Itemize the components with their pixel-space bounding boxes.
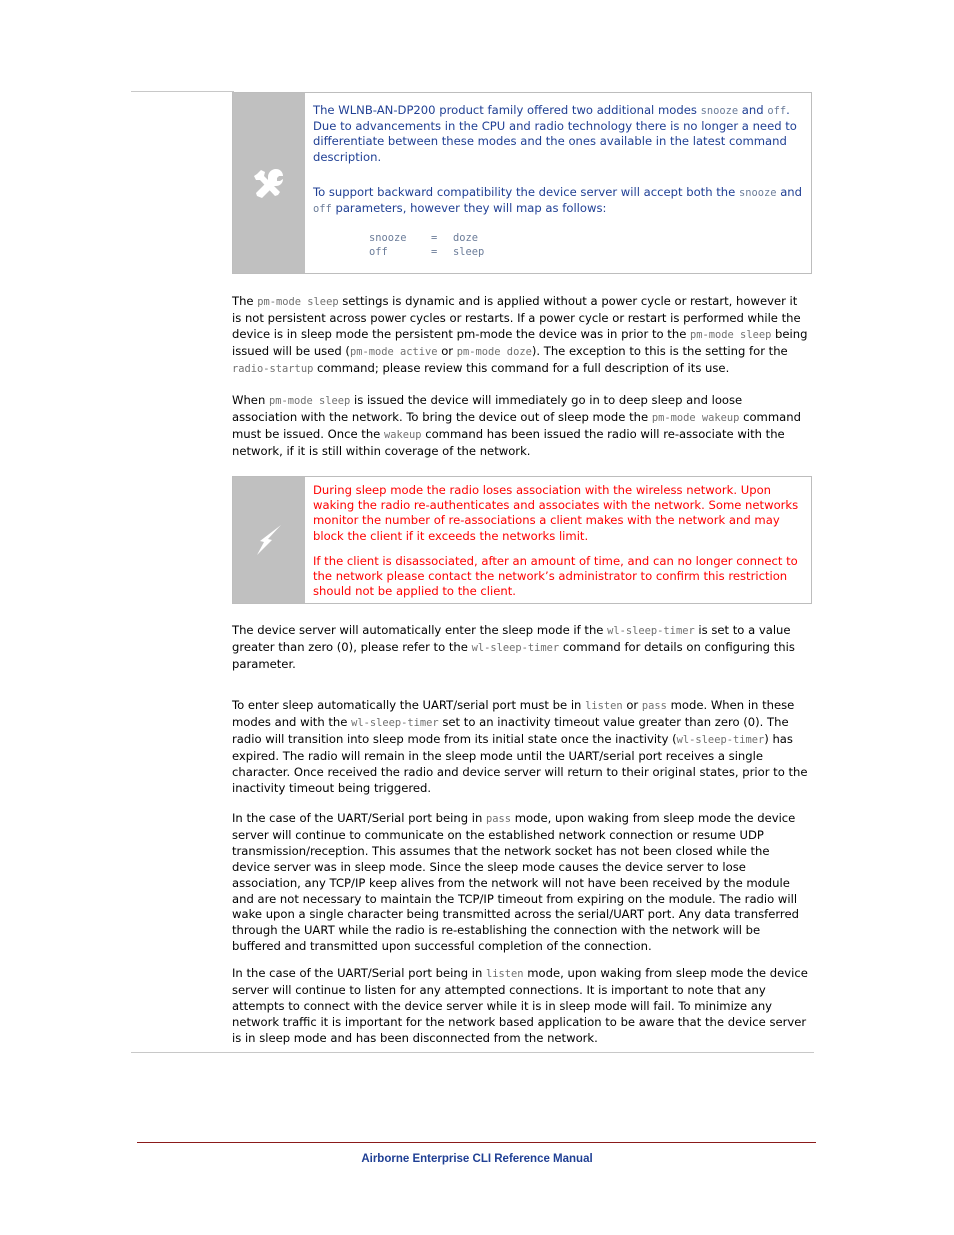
mapping-to: doze [453, 232, 479, 245]
paragraph-text [232, 393, 808, 460]
text-run: mode, upon waking from sleep mode the device server will continue to listen for any attempted connections. It is important to note that any attempts to connect with the device server while it is in sleep mode will fail. To minimize any network traffic it is important for the network based application to be aware that the device server is in sleep mode and has been disconnected from the network. [232, 966, 808, 1045]
paragraph-when-sleep [232, 393, 808, 460]
note-paragraph-1 [313, 103, 803, 165]
code-term: pm-mode active [349, 345, 438, 358]
lightning-icon [254, 523, 284, 557]
mapping-eq: = [431, 246, 438, 259]
text-run: and [738, 103, 768, 117]
code-term: off [313, 203, 332, 216]
text-run: To enter sleep automatically the UART/serial port must be in [232, 698, 586, 712]
warning-box [232, 476, 812, 604]
note-sidebar [233, 93, 305, 273]
code-term: listen [486, 968, 524, 980]
paragraph-text [232, 698, 808, 796]
code-term: snooze [738, 186, 777, 199]
code-term: pm-mode sleep [257, 296, 339, 308]
paragraph-pm-mode-sleep [232, 294, 808, 378]
text-run: ). The exception to this is the setting for the [531, 343, 788, 358]
code-term: pass [641, 700, 667, 712]
note-paragraph-2 [313, 185, 803, 217]
code-term: wl-sleep-timer [607, 625, 695, 637]
text-run: . Due to advancements in the CPU and radio technology there is no longer a need to differentiate between these modes and the ones available in the latest command description. [313, 103, 797, 164]
footer-title: Airborne Enterprise CLI Reference Manual [361, 1153, 593, 1165]
text-run: mode, upon waking from sleep mode the device server will continue to communicate on the established network connection or resume UDP transmission/reception. This assumes that the network socket has not been closed while the device server was in sleep mode. Since the sleep mode causes the device server to lose association, any TCP/IP keep alives from the network will not have been received by the module and are not necessary to maintain the TCP/IP timeout from expiring on the module. The radio will wake upon a single character being transmitted across the serial/UART port. Any data transferred through the UART while the radio is re-establishing the connection with the network will be buffered and transmitted upon successful completion of the connection. [232, 811, 799, 954]
code-term: pass [486, 813, 512, 825]
tools-icon [252, 166, 286, 200]
mapping-row [313, 245, 803, 259]
mapping-list [313, 231, 803, 259]
paragraph-enter-sleep [232, 698, 808, 796]
code-term: pm-mode wakeup [651, 411, 740, 424]
code-term: pm-mode sleep [268, 395, 351, 407]
paragraph-text [232, 966, 808, 1047]
top-rule [131, 91, 234, 92]
text-run: The WLNB-AN-DP200 product family offered two additional modes [313, 103, 701, 117]
mapping-eq: = [431, 232, 438, 245]
mapping-from: off [369, 246, 388, 259]
warning-paragraph-1: During sleep mode the radio loses association with the wireless network. Upon waking the radio re-authenticates and associates with the network. Some networks monitor the number of re-associations a client makes with the network and may block the client if it exceeds the networks limit. [313, 483, 799, 543]
text-run: and [776, 184, 803, 199]
note-box [232, 92, 812, 274]
warning-paragraph-2: If the client is disassociated, after an amount of time, and can no longer connect to the network please contact the network’s administrator to confirm this restriction should not be applied to the client. [313, 553, 798, 599]
paragraph-pass-mode [232, 811, 808, 955]
mapping-from: snooze [369, 232, 407, 245]
code-term: off [767, 105, 787, 117]
text-run: The device server will automatically enter the sleep mode if the [232, 623, 608, 637]
mapping-row [313, 231, 803, 245]
text-run: command must be issued. Once the [232, 409, 801, 441]
text-run: is set to a value greater than zero (0), please refer to the [232, 623, 791, 654]
text-run: command for details on configuring this parameter. [232, 639, 795, 671]
code-term: listen [585, 700, 623, 712]
code-term: snooze [700, 105, 739, 117]
bottom-rule [131, 1052, 814, 1053]
text-run: When [232, 393, 269, 407]
code-term: pm-mode sleep [690, 328, 772, 341]
code-term: pm-mode doze [456, 345, 532, 358]
text-run: ) has expired. The radio will remain in the sleep mode until the UART/serial port receives a single character. Once received the radio and device server will return to their original states, prior to the inactivity timeout being triggered. [232, 731, 808, 795]
note-content [313, 103, 803, 259]
text-run: is issued the device will immediately go in to deep sleep and loose association with the network. To bring the device out of sleep mode the [232, 393, 743, 424]
text-run: or [622, 698, 642, 712]
text-run: To support backward compatibility the device server will accept both the [313, 184, 739, 199]
code-term: wl-sleep-timer [676, 733, 765, 746]
paragraph-text [232, 294, 808, 378]
code-term: wl-sleep-timer [471, 641, 560, 654]
warning-content [313, 483, 803, 599]
code-term: wakeup [383, 428, 422, 441]
text-run: set to an inactivity timeout value greater than zero (0). The radio will transition into sleep mode from its initial state once the inactivity ( [232, 714, 789, 746]
paragraph-text [232, 811, 808, 955]
text-run: In the case of the UART/Serial port being in [232, 811, 486, 825]
footer-rule [137, 1142, 816, 1143]
text-run: command has been issued the radio will re-associate with the network, if it is still within coverage of the network. [232, 426, 785, 458]
code-term: wl-sleep-timer [351, 716, 439, 729]
paragraph-auto-sleep [232, 623, 808, 673]
text-run: The [232, 294, 258, 308]
text-run: parameters, however they will map as follows: [331, 201, 607, 216]
warning-sidebar [233, 477, 305, 603]
text-run: command; please review this command for a full description of its use. [313, 360, 730, 375]
text-run: or [437, 343, 457, 358]
text-run: mode. When in these modes and with the [232, 698, 795, 729]
code-term: radio-startup [232, 362, 314, 375]
text-run: In the case of the UART/Serial port being in [232, 966, 486, 980]
text-run: settings is dynamic and is applied without a power cycle or restart, however it is not persistent across power cycles or restarts. If a power cycle or restart is performed while the device is in sleep mode the persistent pm-mode the device was in prior to the [232, 294, 801, 341]
mapping-to: sleep [453, 246, 485, 259]
paragraph-text [232, 623, 808, 673]
paragraph-listen-mode [232, 966, 808, 1047]
text-run: being issued will be used ( [232, 326, 808, 358]
